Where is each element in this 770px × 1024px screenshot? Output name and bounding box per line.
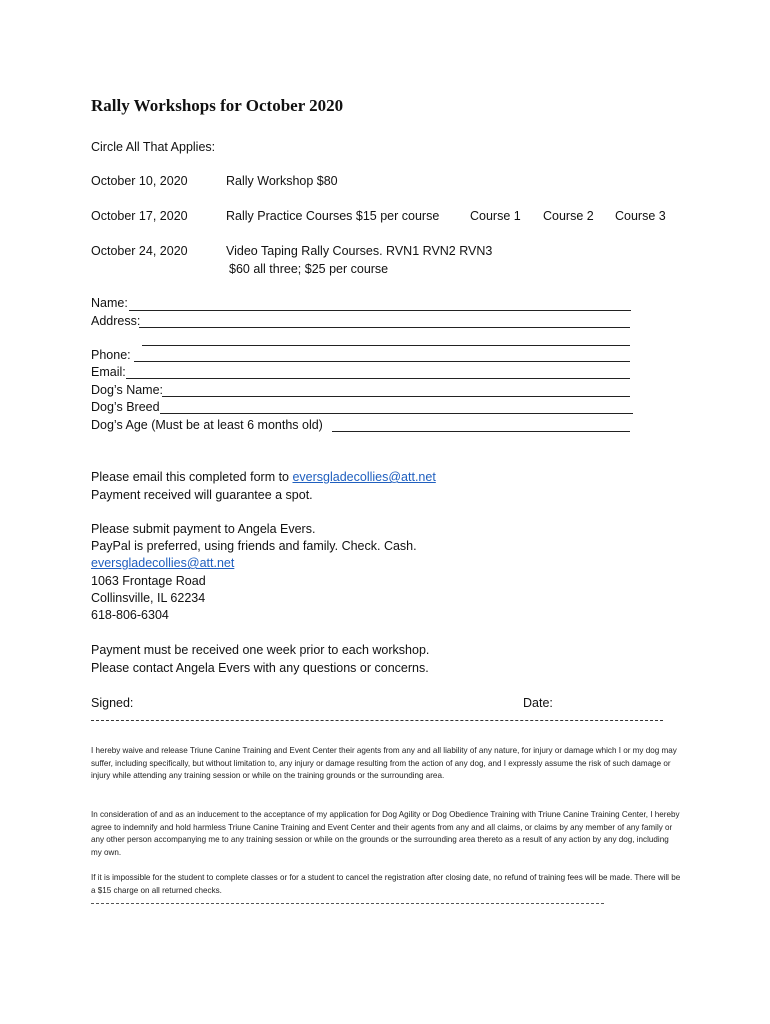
notice-line-1: Payment must be received one week prior to each workshop. (91, 643, 430, 657)
event-date-2: October 17, 2020 (91, 209, 188, 223)
dog-age-label: Dog’s Age (Must be at least 6 months old) (91, 418, 323, 432)
name-label: Name: (91, 296, 128, 310)
course-1-option[interactable]: Course 1 (470, 209, 521, 223)
course-2-option[interactable]: Course 2 (543, 209, 594, 223)
signature-line[interactable] (91, 720, 663, 721)
notice-line-2: Please contact Angela Evers with any questions or concerns. (91, 661, 429, 675)
dog-breed-field[interactable] (160, 413, 633, 414)
paypal-email-link[interactable]: eversgladecollies@att.net (91, 556, 235, 570)
payment-instruction: Please submit payment to Angela Evers. (91, 522, 316, 536)
phone-label: Phone: (91, 348, 131, 362)
email-label: Email: (91, 365, 126, 379)
address-field[interactable] (139, 327, 630, 328)
event-date-3: October 24, 2020 (91, 244, 188, 258)
dog-name-field[interactable] (162, 396, 630, 397)
email-field[interactable] (126, 378, 630, 379)
mailing-address-line-2: Collinsville, IL 62234 (91, 591, 206, 605)
instruction-text: Circle All That Applies: (91, 140, 216, 154)
refund-policy-paragraph: If it is impossible for the student to complete classes or for a student to cancel the registration after closing date, no refund of training fees will be made. There will be a $15 charge on all returned checks. (91, 873, 681, 895)
email-instruction-text: Please email this completed form to (91, 470, 293, 484)
mailing-address-line-1: 1063 Frontage Road (91, 574, 206, 588)
contact-phone: 618-806-6304 (91, 608, 169, 622)
date-label: Date: (523, 696, 553, 710)
course-3-option[interactable]: Course 3 (615, 209, 666, 223)
waiver-paragraph-2: In consideration of and as an inducement to the acceptance of my application for Dog Agility or Dog Obedience Training with Triune Canine Training Center, I hereby agree to indemnify and hold harmless Triune Canine Training and Event Center and their agents from any and all claims, or claims by any member of any family or any other person accompanying me to any training session or while on the grounds or the surrounding area thereto as a result of any action by any dog, including my own. (91, 810, 680, 857)
footer-divider (91, 903, 604, 904)
signed-label: Signed: (91, 696, 134, 710)
event-desc-1[interactable]: Rally Workshop $80 (226, 174, 338, 188)
payment-methods: PayPal is preferred, using friends and family. Check. Cash. (91, 539, 417, 553)
dog-name-label: Dog’s Name: (91, 383, 164, 397)
address-field-line-2[interactable] (142, 345, 630, 346)
event-date-1: October 10, 2020 (91, 174, 188, 188)
contact-email-link[interactable]: eversgladecollies@att.net (292, 470, 436, 484)
page-title: Rally Workshops for October 2020 (91, 96, 344, 115)
dog-breed-label: Dog’s Breed (91, 400, 160, 414)
payment-guarantee-text: Payment received will guarantee a spot. (91, 488, 313, 502)
phone-field[interactable] (134, 361, 630, 362)
dog-age-field[interactable] (332, 431, 630, 432)
event-desc-3-pricing: $60 all three; $25 per course (229, 262, 389, 276)
waiver-paragraph-1: I hereby waive and release Triune Canine Training and Event Center their agents from any and all liability of any nature, for injury or damage which I or my dog may suffer, including specifically, but without limitation to, any injury or damage resulting from the action of any dog, and I expressly assume the risk of such damage or injury while attending any training session or while on the training grounds or the surrounding area. (91, 746, 677, 781)
name-field[interactable] (129, 310, 631, 311)
email-instruction (91, 469, 436, 485)
address-label: Address: (91, 314, 141, 328)
event-desc-3[interactable]: Video Taping Rally Courses. RVN1 RVN2 RVN3 (226, 244, 493, 258)
event-desc-2[interactable]: Rally Practice Courses $15 per course (226, 209, 440, 223)
